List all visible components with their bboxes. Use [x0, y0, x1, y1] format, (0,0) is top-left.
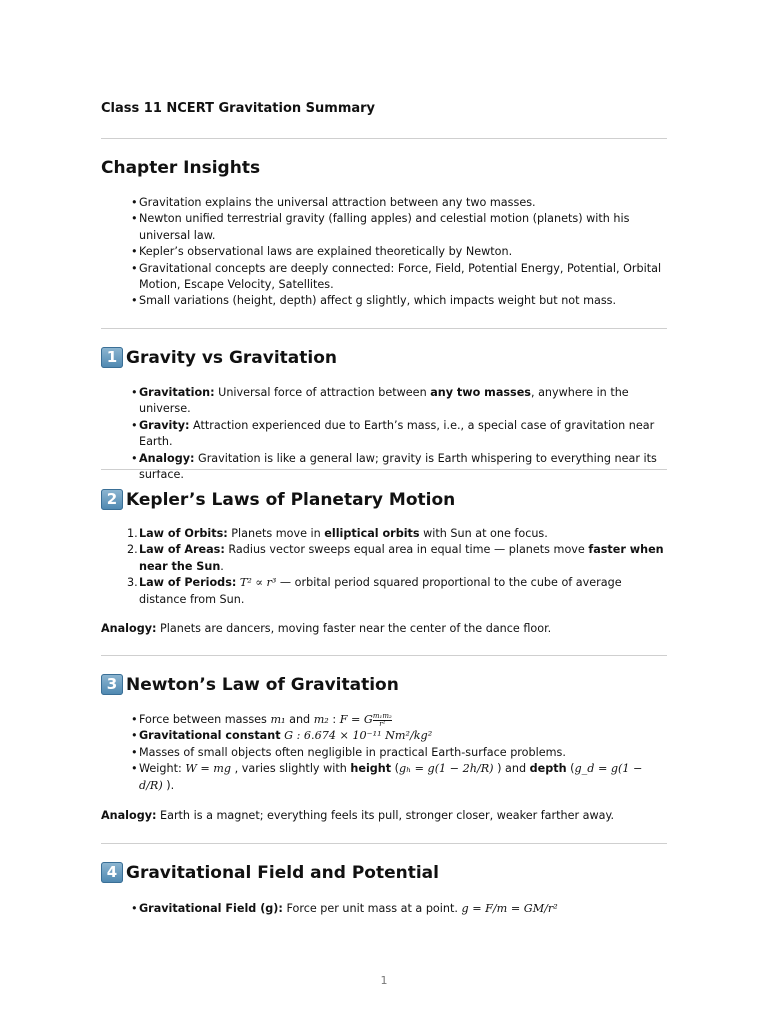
list-item: • Gravitational constant G : 6.674 × 10⁻¹¹ Nm²/kg²: [101, 728, 667, 744]
list-item: • Masses of small objects often negligible in practical Earth-surface problems.: [101, 745, 667, 761]
divider: [101, 469, 667, 470]
keycap-four-icon: 4: [101, 862, 123, 883]
section3-list: [101, 712, 667, 794]
keycap-three-icon: 3: [101, 674, 123, 695]
list-item: • Newton unified terrestrial gravity (falling apples) and celestial motion (planets) with his universal law.: [101, 211, 667, 244]
list-item: • Gravity: Attraction experienced due to Earth’s mass, i.e., a special case of gravitation near Earth.: [101, 418, 667, 451]
section4-heading: 4 Gravitational Field and Potential: [101, 862, 439, 883]
document-title: Class 11 NCERT Gravitation Summary: [101, 101, 376, 116]
section1-heading: 1 Gravity vs Gravitation: [101, 347, 337, 368]
page-number: 1: [380, 974, 388, 987]
keycap-one-icon: 1: [101, 347, 123, 368]
list-item: 1. Law of Orbits: Planets move in elliptical orbits with Sun at one focus.: [127, 527, 548, 540]
list-item: 3. Law of Periods: T² ∝ r³ — orbital period squared proportional to the cube of average distance from Sun.: [127, 576, 622, 606]
kepler-analogy: Analogy: Planets are dancers, moving faster near the center of the dance floor.: [101, 622, 552, 635]
section4-list: [101, 901, 667, 917]
list-item: • Gravitational concepts are deeply connected: Force, Field, Potential Energy, Potential, Orbital Motion, Escape Velocity, Satellites.: [101, 261, 667, 294]
keycap-two-icon: 2: [101, 489, 123, 510]
list-item: • Gravitational Field (g): Force per unit mass at a point. g = F/m = GM/r²: [101, 901, 667, 917]
list-item: • Analogy: Gravitation is like a general law; gravity is Earth whispering to everything near its surface.: [101, 451, 667, 484]
divider: [101, 328, 667, 329]
list-item: • Kepler’s observational laws are explained theoretically by Newton.: [101, 244, 667, 260]
divider: [101, 843, 667, 844]
insights-heading: Chapter Insights: [101, 158, 261, 178]
insights-list: [101, 195, 667, 310]
list-item: • Gravitation: Universal force of attraction between any two masses, anywhere in the universe.: [101, 385, 667, 418]
list-item: • Force between masses m₁ and m₂ : F = G $\frac{\text{m₁m₂}}{\text{r²}}$: [101, 712, 667, 728]
section2-heading: 2 Kepler’s Laws of Planetary Motion: [101, 489, 455, 510]
divider: [101, 655, 667, 656]
mass-product-fraction: $\frac{\text{m₁m₂}}{\text{r²}}$: [372, 711, 392, 728]
kepler-laws-list: [101, 526, 667, 608]
list-item: • Gravitation explains the universal attraction between any two masses.: [101, 195, 667, 211]
list-item: • Small variations (height, depth) affect g slightly, which impacts weight but not mass.: [101, 293, 667, 309]
list-item: 2. Law of Areas: Radius vector sweeps equal area in equal time — planets move faster when near the Sun.: [127, 543, 664, 573]
divider: [101, 138, 667, 139]
section3-heading: 3 Newton’s Law of Gravitation: [101, 674, 399, 695]
newton-analogy: Analogy: Earth is a magnet; everything feels its pull, stronger closer, weaker farther away.: [101, 809, 615, 822]
list-item: • Weight: W = mg , varies slightly with height (gₕ = g(1 − 2h/R) ) and depth (g_d = g(1 − d/R) ).: [101, 761, 667, 794]
